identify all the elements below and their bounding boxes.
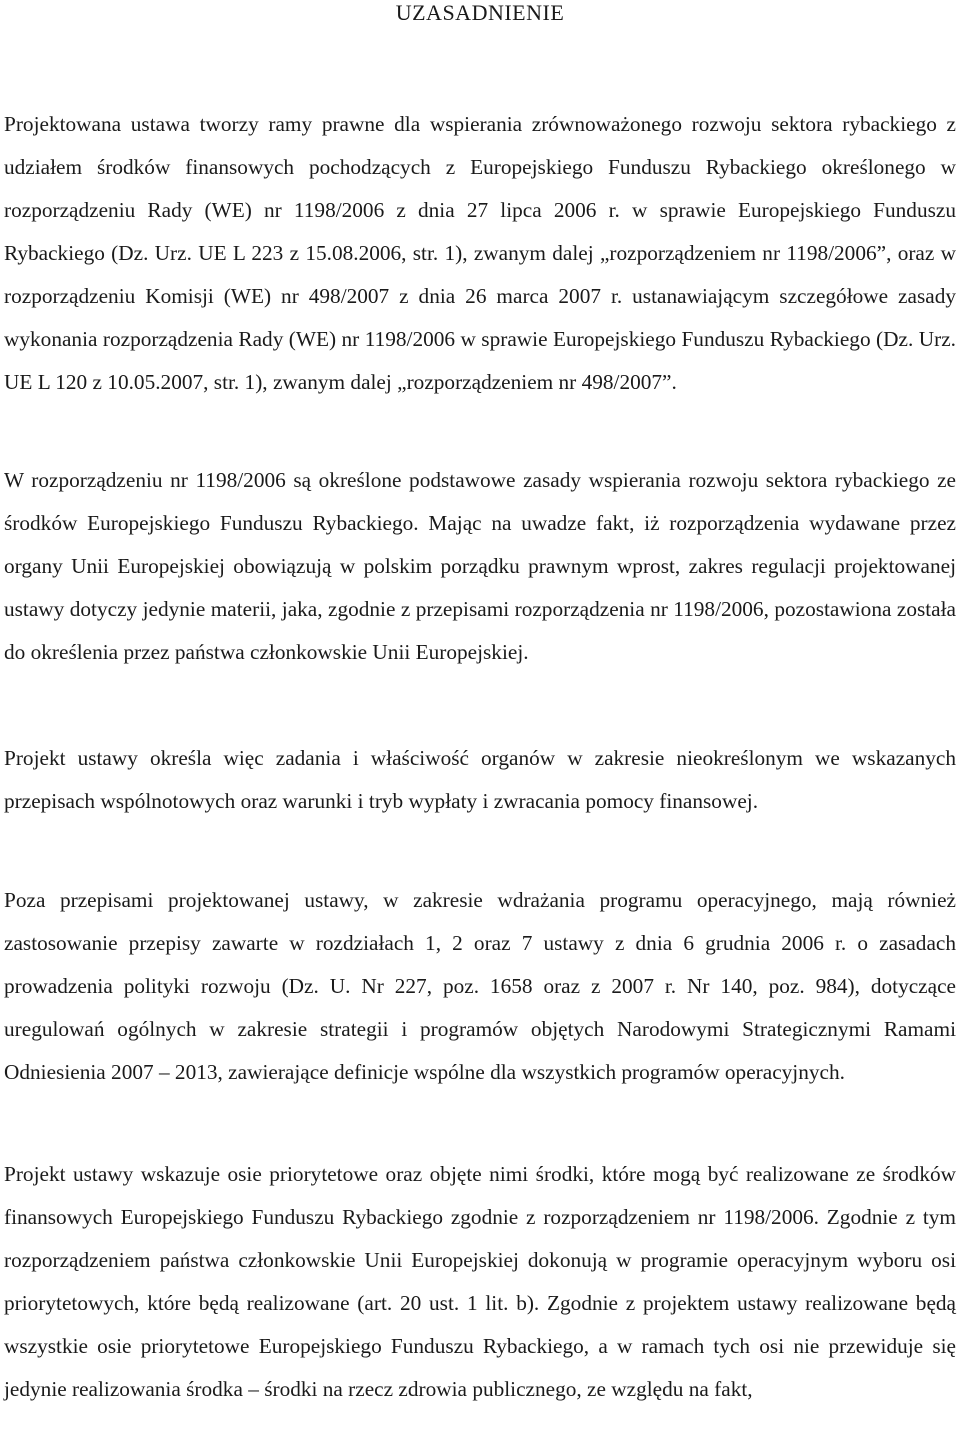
paragraph-1: Projektowana ustawa tworzy ramy prawne dla wspierania zrównoważonego rozwoju sektora rybackiego z udziałem środków finansowych pochodzących z Europejskiego Funduszu Rybackiego określonego w rozporządzeniu Rady (WE) nr 1198/2006 z dnia 27 lipca 2006 r. w sprawie Europejskiego Funduszu Rybackiego (Dz. Urz. UE L 223 z 15.08.2006, str. 1), zwanym dalej „rozporządzeniem nr 1198/2006”, oraz w rozporządzeniu Komisji (WE) nr 498/2007 z dnia 26 marca 2007 r. ustanawiającym szczegółowe zasady wykonania rozporządzenia Rady (WE) nr 1198/2006 w sprawie Europejskiego Funduszu Rybackiego (Dz. Urz. UE L 120 z 10.05.2007, str. 1), zwanym dalej „rozporządzeniem nr 498/2007”.	[4, 112, 956, 394]
paragraph-4: Poza przepisami projektowanej ustawy, w zakresie wdrażania programu operacyjnego, mają również zastosowanie przepisy zawarte w rozdziałach 1, 2 oraz 7 ustawy z dnia 6 grudnia 2006 r. o zasadach prowadzenia polityki rozwoju (Dz. U. Nr 227, poz. 1658 oraz z 2007 r. Nr 140, poz. 984), dotyczące uregulowań ogólnych w zakresie strategii i programów objętych Narodowymi Strategicznymi Ramami Odniesienia 2007 – 2013, zawierające definicje wspólne dla wszystkich programów operacyjnych.	[4, 888, 956, 1084]
paragraph-5: Projekt ustawy wskazuje osie priorytetowe oraz objęte nimi środki, które mogą być realizowane ze środków finansowych Europejskiego Funduszu Rybackiego zgodnie z rozporządzeniem nr 1198/2006. Zgodnie z tym rozporządzeniem państwa członkowskie Unii Europejskiej dokonują w programie operacyjnym wyboru osi priorytetowych, które będą realizowane (art. 20 ust. 1 lit. b). Zgodnie z projektem ustawy realizowane będą wszystkie osie priorytetowe Europejskiego Funduszu Rybackiego, a w ramach tych osi nie przewiduje się jedynie realizowania środka – środki na rzecz zdrowia publicznego, ze względu na fakt,	[4, 1162, 956, 1401]
paragraph-3: Projekt ustawy określa więc zadania i właściwość organów w zakresie nieokreślonym we wskazanych przepisach wspólnotowych oraz warunki i tryb wypłaty i zwracania pomocy finansowej.	[4, 746, 956, 813]
paragraph-2: W rozporządzeniu nr 1198/2006 są określone podstawowe zasady wspierania rozwoju sektora rybackiego ze środków Europejskiego Funduszu Rybackiego. Mając na uwadze fakt, iż rozporządzenia wydawane przez organy Unii Europejskiej obowiązują w polskim porządku prawnym wprost, zakres regulacji projektowanej ustawy dotyczy jedynie materii, jaka, zgodnie z przepisami rozporządzenia nr 1198/2006, pozostawiona została do określenia przez państwa członkowskie Unii Europejskiej.	[4, 468, 956, 664]
document-title: UZASADNIENIE	[395, 0, 565, 25]
